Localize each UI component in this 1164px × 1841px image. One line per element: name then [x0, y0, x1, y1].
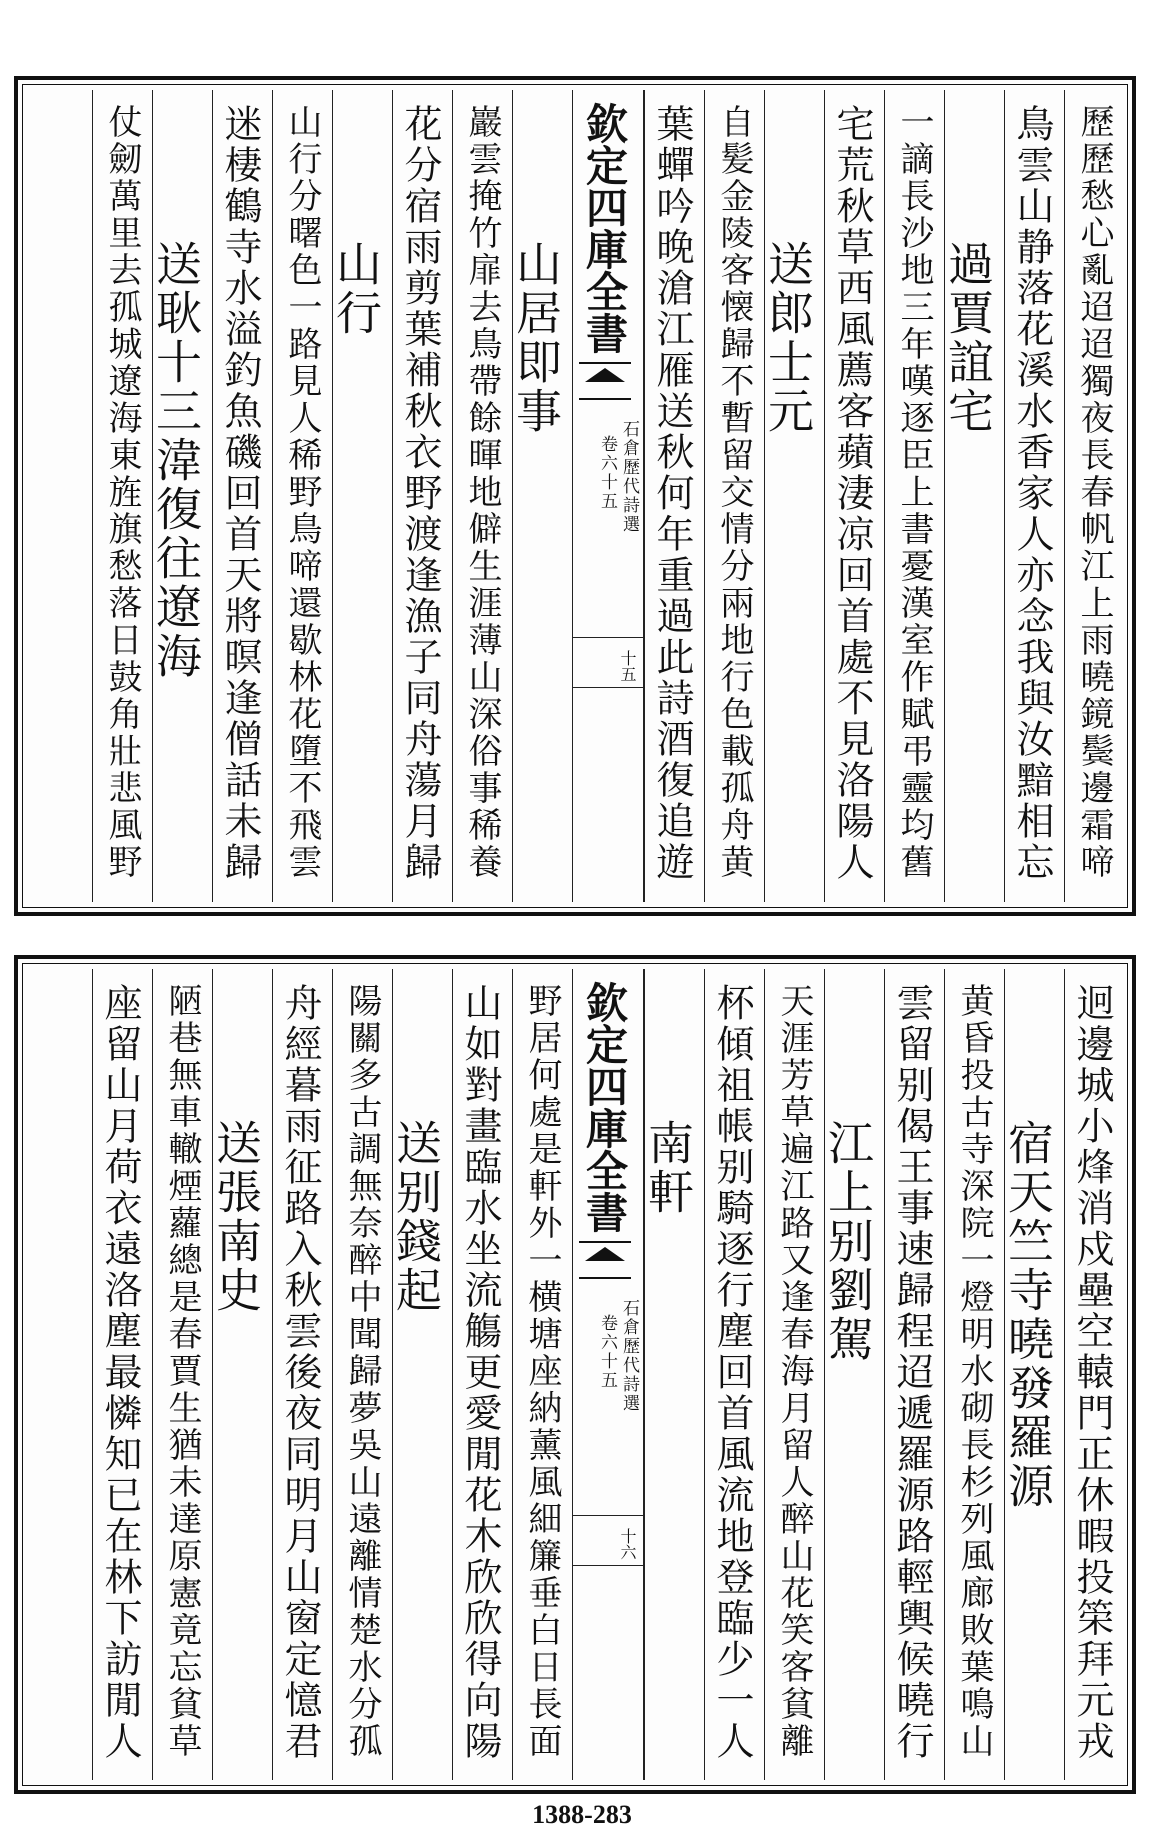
- series-title: 石倉歷代詩選: [619, 1299, 639, 1413]
- text-column: [1004, 90, 1064, 902]
- text-column: [332, 969, 392, 1780]
- text-column: [941, 90, 1004, 902]
- text-column: [509, 90, 572, 902]
- text-column: [821, 969, 884, 1780]
- page-footer-number: 1388-283: [532, 1800, 632, 1829]
- poem-line: 葉蟬吟晚滄江雁送秋何年重過此詩酒復追遊: [650, 104, 694, 883]
- text-column: [329, 90, 392, 902]
- series-title: 石倉歷代詩選: [619, 420, 639, 534]
- poem-title: 南軒: [641, 1119, 695, 1217]
- text-column: [152, 969, 212, 1780]
- text-column: [704, 90, 764, 902]
- poem-title: 宿天竺寺曉發羅源: [1001, 1119, 1055, 1511]
- text-column: [389, 969, 452, 1780]
- poem-line: 雲留别偈王事速歸程迢遞羅源路輕輿候曉行: [890, 983, 934, 1762]
- poem-line: 山行分曙色一路見人稀野鳥啼還歇林花墮不飛雲: [282, 104, 322, 881]
- poem-line: 黄昏投古寺深院一燈明水砌長杉列風廊敗葉鳴山: [954, 983, 994, 1760]
- poem-line: 迷棲鶴寺水溢釣魚磯回首天將暝逢僧話未歸: [218, 104, 262, 883]
- text-column: [452, 90, 512, 902]
- text-column: [944, 969, 1004, 1780]
- text-column: [1001, 969, 1064, 1780]
- poem-title: 江上别劉駕: [821, 1119, 875, 1364]
- text-column: [884, 90, 944, 902]
- poem-line: 陽關多古調無奈醉中聞歸夢吳山遠離情楚水分孤: [342, 983, 382, 1760]
- text-column: [212, 90, 272, 902]
- poem-line: 座留山月荷衣遠洛塵最憐知已在林下訪閒人: [98, 983, 142, 1762]
- center-margin-strip: [572, 90, 644, 902]
- text-column: [761, 90, 824, 902]
- poem-line: 自髪金陵客懐歸不暫留交情分兩地行色載孤舟黄: [714, 104, 754, 881]
- collection-title: 欽定四庫全書: [580, 102, 629, 354]
- poem-line: 一謫長沙地三年嘆逐臣上書憂漢室作賦弔靈均舊: [894, 104, 934, 881]
- poem-title: 山行: [329, 240, 383, 338]
- volume-number: 卷六十五: [597, 435, 617, 511]
- text-column: [1064, 90, 1124, 902]
- bottom-page-frame: [14, 955, 1136, 1794]
- poem-line: 迥邊城小烽消戍壘空轅門正休暇投筞拜元戎: [1070, 983, 1114, 1762]
- text-column: [641, 969, 704, 1780]
- fish-tail-mark-icon: [579, 1241, 631, 1279]
- text-column: [824, 90, 884, 902]
- text-column: [392, 90, 452, 902]
- text-column: [704, 969, 764, 1780]
- poem-title: 送别錢起: [389, 1119, 443, 1315]
- page-number: 十五: [618, 650, 637, 682]
- poem-line: 鳥雲山静落花溪水香家人亦念我與汝黯相忘: [1010, 104, 1054, 883]
- poem-line: 宅荒秋草西風薦客蘋淒凉回首處不見洛陽人: [830, 104, 874, 883]
- poem-line: 舟經暮雨征路入秋雲後夜同明月山窗定憶君: [278, 983, 322, 1762]
- poem-line: 仗劒萬里去孤城遼海東旌旗愁落日鼓角壯悲風野: [102, 104, 142, 881]
- poem-line: 花分宿雨剪葉補秋衣野渡逢漁子同舟蕩月歸: [398, 104, 442, 883]
- text-column: [272, 969, 332, 1780]
- text-column: [149, 90, 212, 902]
- text-column: [272, 90, 332, 902]
- poem-title: 送耿十三湋復往遼海: [149, 240, 203, 681]
- top-page-frame: [14, 76, 1136, 916]
- volume-number: 卷六十五: [597, 1314, 617, 1390]
- fish-tail-mark-icon: [579, 362, 631, 400]
- collection-title: 欽定四庫全書: [580, 981, 629, 1233]
- divider: [573, 1565, 643, 1566]
- text-column: [884, 969, 944, 1780]
- text-column: [209, 969, 272, 1780]
- divider: [573, 637, 643, 638]
- poem-line: 山如對畫臨水坐流觴更愛閒花木欣欣得向陽: [458, 983, 502, 1762]
- poem-line: 歷歷愁心亂迢迢獨夜長春帆江上雨曉鏡鬓邊霜啼: [1074, 104, 1114, 881]
- divider: [573, 687, 643, 688]
- center-margin-strip: [572, 969, 644, 1780]
- text-column: [512, 969, 572, 1780]
- page-number: 十六: [618, 1528, 637, 1560]
- text-column: [452, 969, 512, 1780]
- text-column: [764, 969, 824, 1780]
- text-column: [92, 969, 152, 1780]
- poem-title: 送郎士元: [761, 240, 815, 436]
- poem-line: 杯傾祖帳别騎逐行塵回首風流地登臨少一人: [710, 983, 754, 1762]
- divider: [573, 1515, 643, 1516]
- poem-line: 陋巷無車轍煙蘿總是春賈生猶未達原憲竟忘貧草: [162, 983, 202, 1760]
- poem-line: 天涯芳草遍江路又逢春海月留人醉山花笑客貧離: [774, 983, 814, 1760]
- poem-line: 巖雲掩竹扉去鳥帶餘暉地僻生涯薄山深俗事稀養: [462, 104, 502, 881]
- poem-line: 野居何處是軒外一横塘座納薰風細簾垂白日長面: [522, 983, 562, 1760]
- poem-title: 山居即事: [509, 240, 563, 436]
- text-column: [92, 90, 152, 902]
- text-column: [644, 90, 704, 902]
- poem-title: 過賈誼宅: [941, 240, 995, 436]
- poem-title: 送張南史: [209, 1119, 263, 1315]
- text-column: [1064, 969, 1124, 1780]
